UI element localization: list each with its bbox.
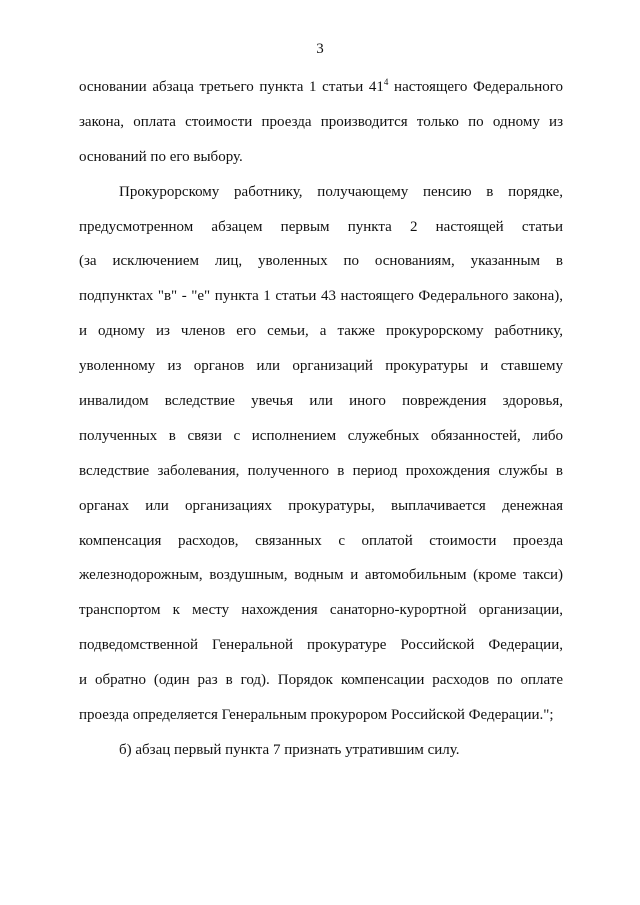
text-line-9: уволенному из органов или организаций прокуратуры и ставшему [79,358,563,375]
text-line-1 [79,70,563,105]
text-line-13: органах или организациях прокуратуры, выплачивается денежная [79,497,563,514]
text-line-3: оснований по его выбору. [79,148,243,165]
text-line-1-start: основании абзаца третьего пункта 1 статьи 41 [79,79,384,95]
text-line-4: Прокурорскому работнику, получающему пенсию в порядке, [119,183,563,200]
text-line-10: инвалидом вследствие увечья или иного повреждения здоровья, [79,393,563,410]
text-line-12: вследствие заболевания, полученного в период прохождения службы в [79,462,563,479]
text-line-20: б) абзац первый пункта 7 признать утратившим силу. [119,741,460,758]
text-line-18: и обратно (один раз в год). Порядок компенсации расходов по оплате [79,672,563,689]
text-line-7: подпунктах "в" - "е" пункта 1 статьи 43 настоящего Федерального закона), [79,288,563,305]
document-body [79,70,563,768]
text-line-17: подведомственной Генеральной прокуратуре Российской Федерации, [79,637,563,654]
text-line-2: закона, оплата стоимости проезда производится только по одному из [79,113,563,130]
text-line-15: железнодорожным, воздушным, водным и автомобильным (кроме такси) [79,567,563,584]
text-line-16: транспортом к месту нахождения санаторно-курортной организации, [79,602,563,619]
text-line-5: предусмотренном абзацем первым пункта 2 настоящей статьи [79,218,563,235]
superscript-4: 4 [383,77,389,87]
text-line-6: (за исключением лиц, уволенных по основаниям, указанным в [79,253,563,270]
page-number: 3 [316,41,324,57]
text-line-14: компенсация расходов, связанных с оплатой стоимости проезда [79,532,563,549]
text-line-1-end: настоящего Федерального [388,79,563,95]
text-line-11: полученных в связи с исполнением служебных обязанностей, либо [79,427,563,444]
text-line-8: и одному из членов его семьи, а также прокурорскому работнику, [79,323,563,340]
text-line-19: проезда определяется Генеральным прокурором Российской Федерации."; [79,707,554,724]
